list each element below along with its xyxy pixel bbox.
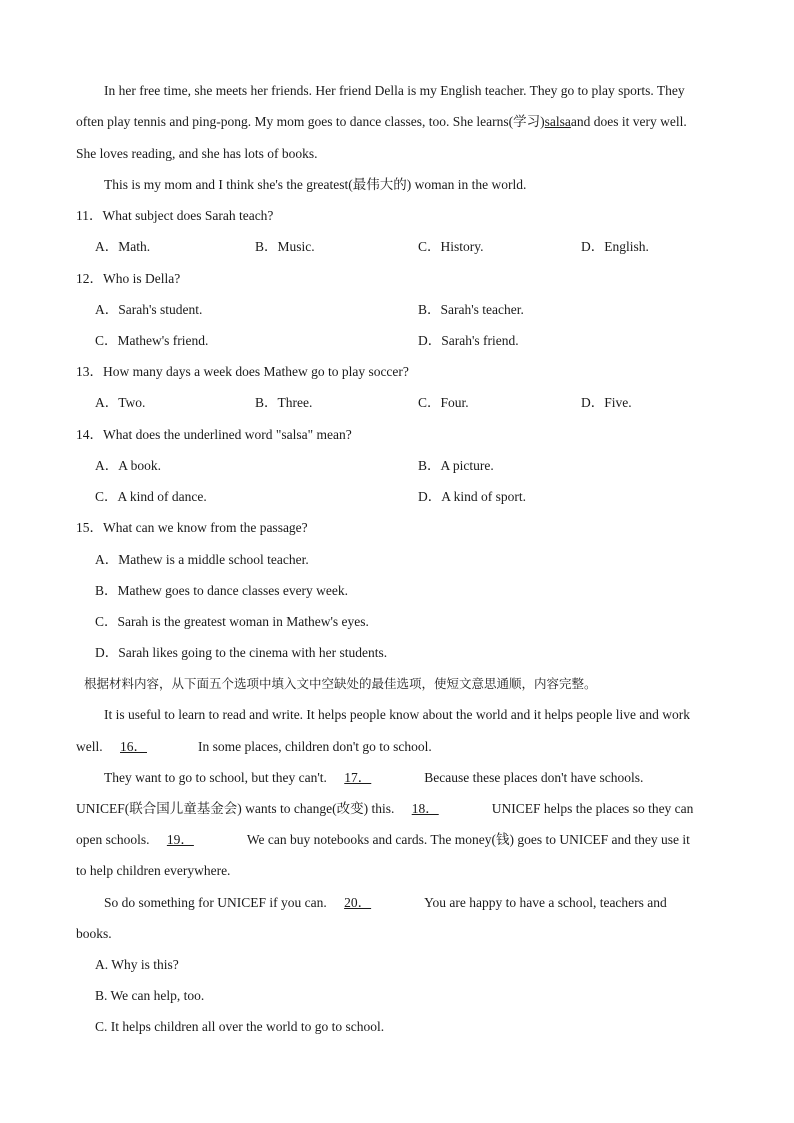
option-b[interactable]: B．Music. [255,239,315,254]
passage-text: In some places, children don't go to school. [198,739,432,754]
passage-line [76,738,432,756]
question-stem: 12．Who is Della? [76,271,181,286]
option-b[interactable]: B．Three. [255,395,313,410]
question-stem: 15．What can we know from the passage? [76,520,308,535]
passage-line [76,831,690,849]
option-b[interactable]: B．Sarah's teacher. [418,302,524,317]
blank-18[interactable]: 18． [411,801,439,816]
passage-text: UNICEF helps the places so they can [491,801,694,816]
option-d[interactable]: D．A kind of sport. [418,489,526,504]
passage-text: well. [76,739,103,754]
blank-19[interactable]: 19． [166,832,194,847]
passage-line: In her free time, she meets her friends. Her friend Della is my English teacher. They go to play sports. They [104,83,685,98]
option-b[interactable]: B．Mathew goes to dance classes every week. [95,583,349,598]
passage-line [76,113,687,131]
option-d[interactable]: D．English. [581,239,649,254]
passage-line: This is my mom and I think she's the greatest(最伟大的) woman in the world. [104,177,527,192]
option-a[interactable]: A．Math. [95,239,151,254]
blank-17[interactable]: 17． [344,770,372,785]
passage-line [104,769,643,787]
passage-text: UNICEF(联合国儿童基金会) wants to change(改变) this. [76,801,395,816]
option-c[interactable]: C．History. [418,239,484,254]
option-d[interactable]: D．Five. [581,395,632,410]
question-stem: 11．What subject does Sarah teach? [76,208,274,223]
choice-a[interactable]: A. Why is this? [95,957,179,972]
option-a[interactable]: A．Two. [95,395,146,410]
option-d[interactable]: D．Sarah likes going to the cinema with her students. [95,645,388,660]
option-a[interactable]: A．Sarah's student. [95,302,203,317]
passage-text: We can buy notebooks and cards. The money(钱) goes to UNICEF and they use it [246,832,690,847]
option-a[interactable]: A．A book. [95,458,162,473]
passage-line [104,894,667,912]
passage-text: often play tennis and ping-pong. My mom goes to dance classes, too. She learns(学习) [76,114,545,129]
option-c[interactable]: C．Four. [418,395,469,410]
passage-text: open schools. [76,832,150,847]
passage-line: She loves reading, and she has lots of books. [76,146,318,161]
passage-line: to help children everywhere. [76,863,231,878]
option-b[interactable]: B．A picture. [418,458,494,473]
passage-line: It is useful to learn to read and write. It helps people know about the world and it helps people live and work [104,707,690,722]
passage-text: So do something for UNICEF if you can. [104,895,327,910]
choice-c[interactable]: C. It helps children all over the world to go to school. [95,1019,385,1034]
passage-line: books. [76,926,112,941]
option-c[interactable]: C．Sarah is the greatest woman in Mathew's eyes. [95,614,369,629]
passage-line [76,800,693,818]
choice-b[interactable]: B. We can help, too. [95,988,205,1003]
underlined-word: salsa [544,114,571,129]
question-stem: 14．What does the underlined word "salsa" mean? [76,427,352,442]
passage-text: Because these places don't have schools. [424,770,644,785]
question-stem: 13．How many days a week does Mathew go to play soccer? [76,364,409,379]
blank-20[interactable]: 20． [344,895,372,910]
passage-text: You are happy to have a school, teachers and [424,895,667,910]
section-instruction: 根据材料内容，从下面五个选项中填入文中空缺处的最佳选项，使短文意思通顺，内容完整。 [84,676,597,691]
option-a[interactable]: A．Mathew is a middle school teacher. [95,552,309,567]
option-c[interactable]: C．Mathew's friend. [95,333,209,348]
passage-text: They want to go to school, but they can't. [104,770,327,785]
passage-text: and does it very well. [570,114,687,129]
option-c[interactable]: C．A kind of dance. [95,489,207,504]
blank-16[interactable]: 16． [120,739,147,754]
option-d[interactable]: D．Sarah's friend. [418,333,519,348]
